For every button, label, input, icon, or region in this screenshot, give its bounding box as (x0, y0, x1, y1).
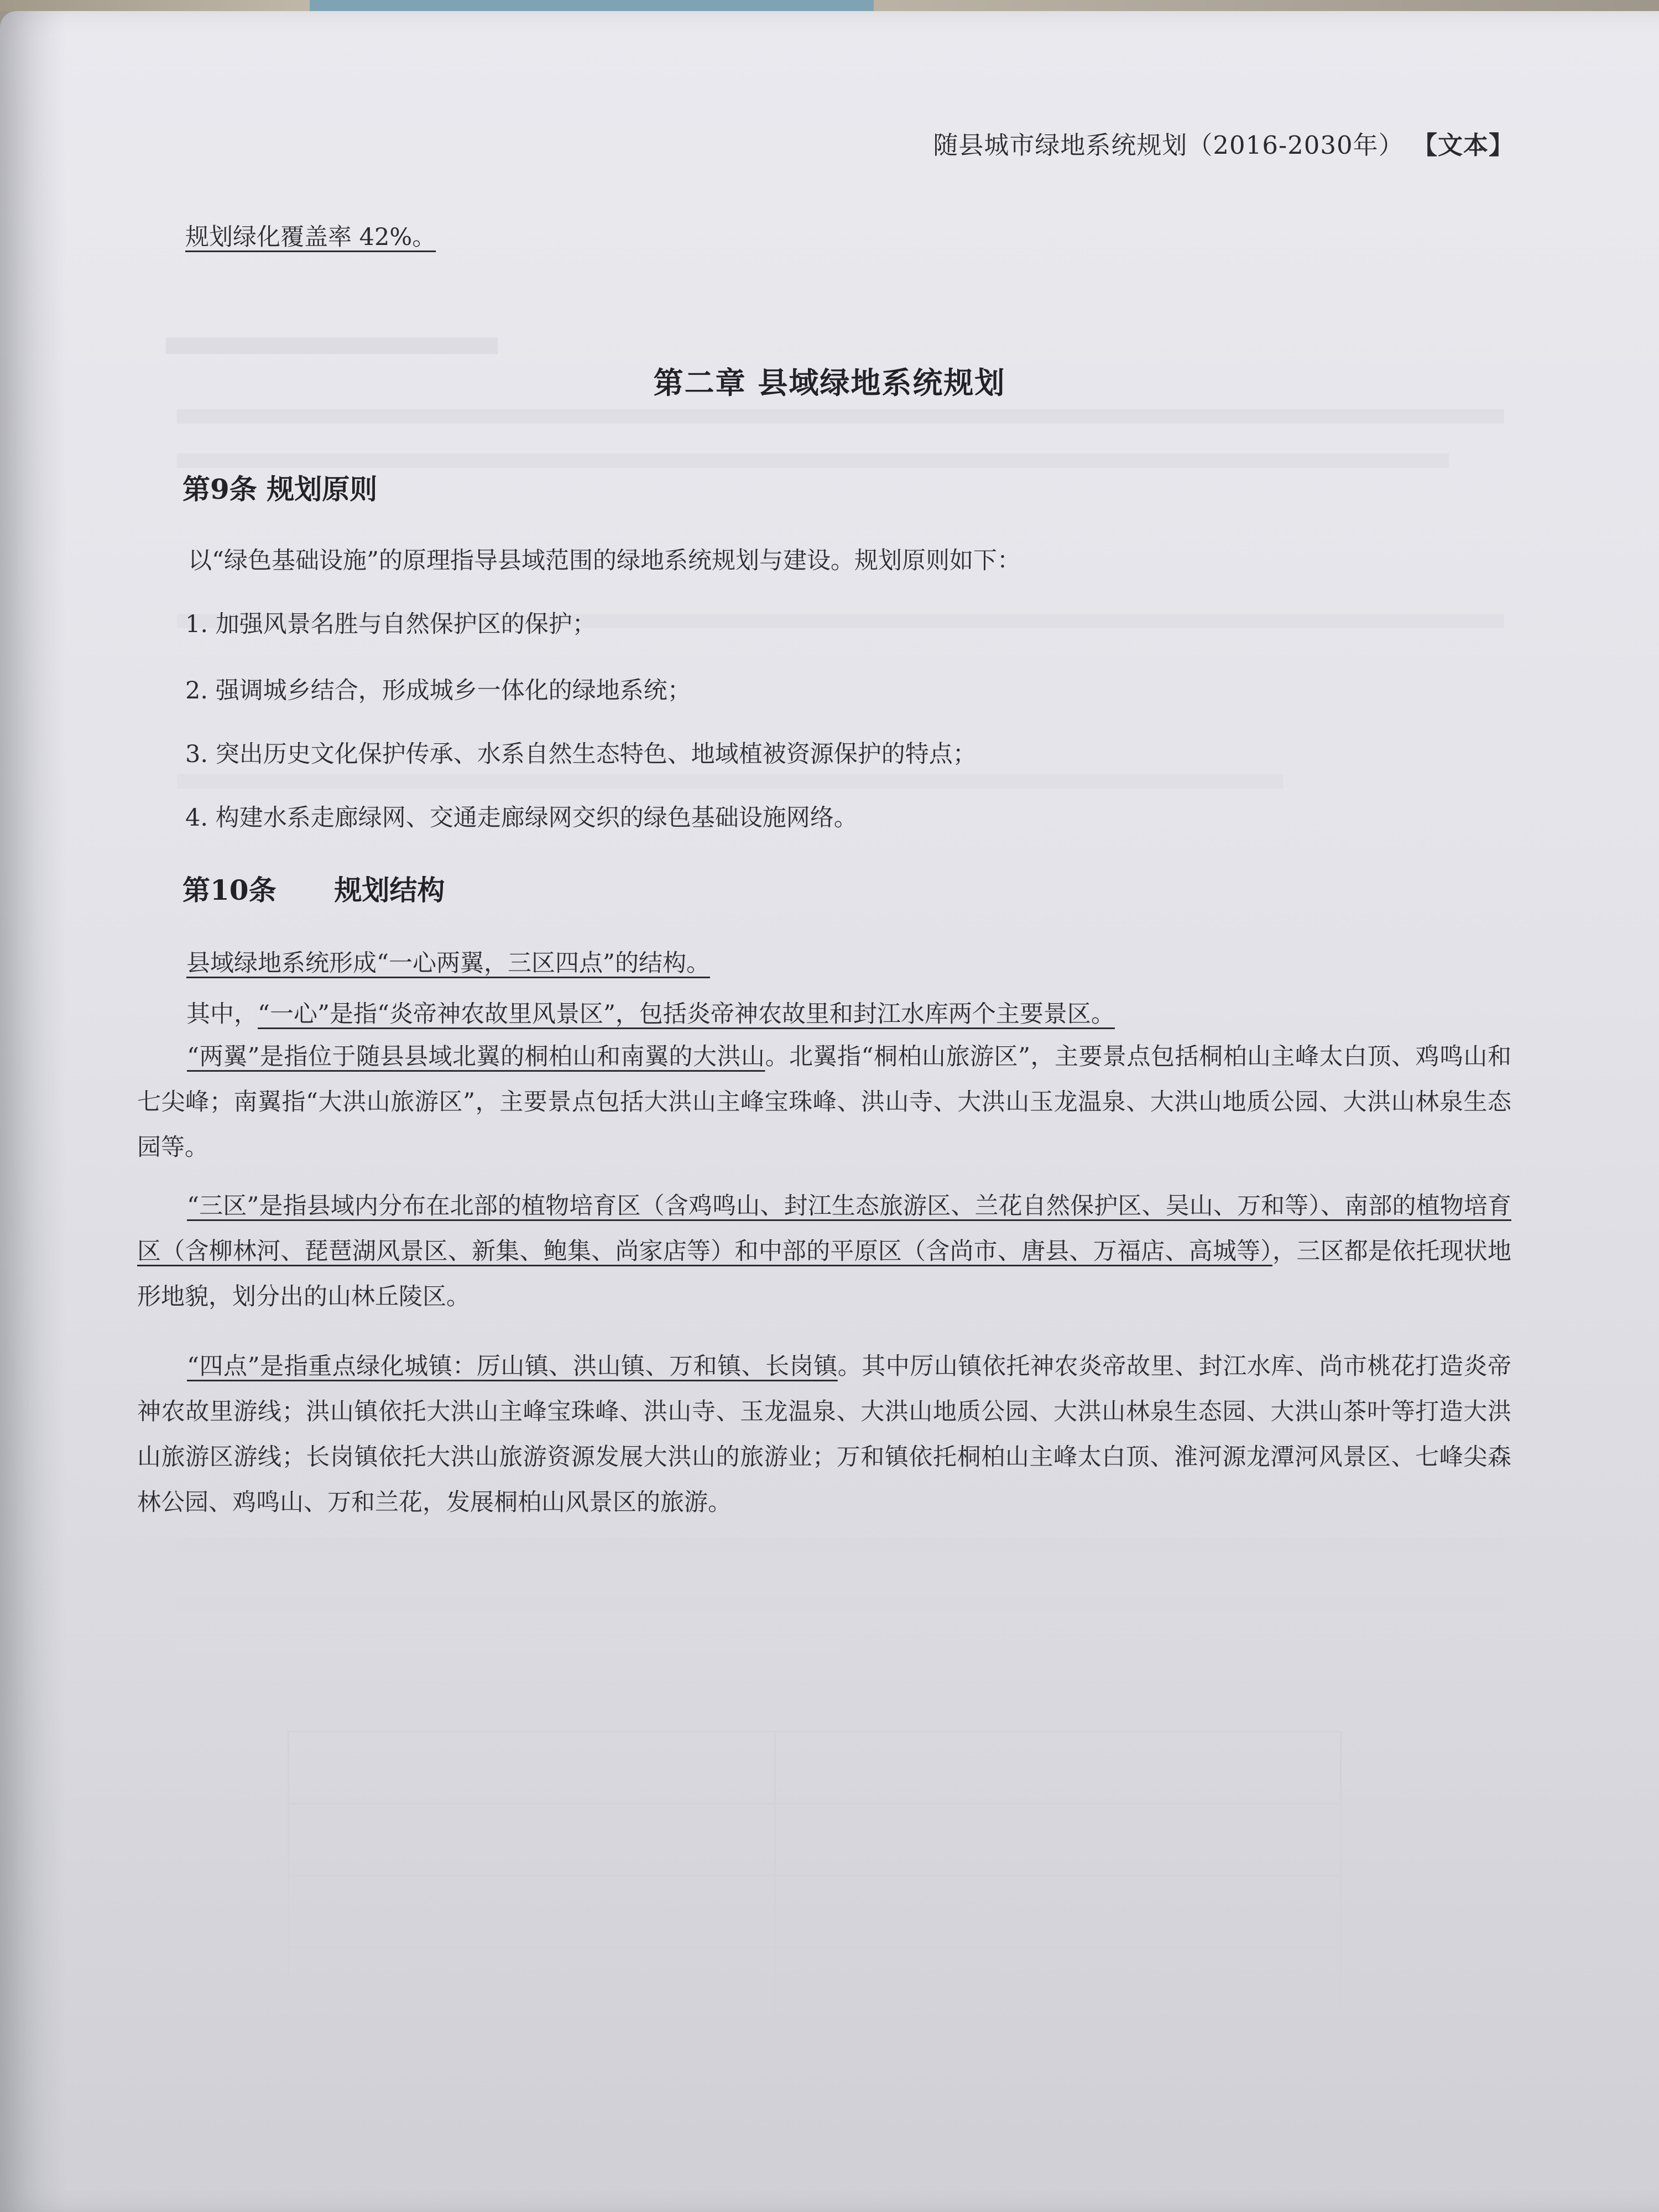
article-10-heading: 规划结构 (334, 874, 445, 906)
principle-item-1: 1. 加强风景名胜与自然保护区的保护； (185, 611, 596, 638)
points-detail: 。其中厉山镇依托神农炎帝故里、封江水库、尚市桃花打造炎帝神农故里游线；洪山镇依托大洪山主峰宝珠峰、洪山寺、玉龙温泉、大洪山地质公园、大洪山林泉生态园、大洪山茶叶等打造大洪山旅游区游线；长岗镇依托大洪山旅游资源发展大洪山的旅游业；万和镇依托桐柏山主峰太白顶、淮河源龙潭河风景区、七峰尖森林公园、鸡鸣山、万和兰花，发展桐柏山风景区的旅游。 (137, 1353, 1512, 1516)
header-title: 随县城市绿地系统规划（2016-2030年） (933, 131, 1404, 160)
structure-statement: 县域绿地系统形成“一心两翼，三区四点”的结构。 (186, 950, 710, 977)
wings-definition: “两翼”是指位于随县县域北翼的桐柏山和南翼的大洪山 (187, 1043, 765, 1071)
wings-paragraph (137, 1034, 1511, 1170)
core-description: “一心”是指“炎帝神农故里风景区”，包括炎帝神农故里和封江水库两个主要景区。 (258, 1000, 1115, 1028)
zones-paragraph (137, 1183, 1511, 1319)
article-9-title: 第9条 规划原则 (182, 473, 378, 505)
page-edge-shadow (0, 11, 66, 2212)
article-10-number: 第10条 (182, 874, 276, 906)
principle-item-3: 3. 突出历史文化保护传承、水系自然生态特色、地域植被资源保护的特点； (185, 740, 977, 768)
chapter-title: 第二章 县域绿地系统规划 (653, 365, 1006, 400)
continuation-line: 规划绿化覆盖率 42%。 (185, 223, 436, 251)
zones-definition: “三区”是指县域内分布在北部的植物培育区（含鸡鸣山、封江生态旅游区、兰花自然保护区、吴山、万和等）、南部的植物培育区（含柳林河、琵琶湖风景区、新集、鲍集、尚家店等）和中部的平原区（含尚市、唐县、万福店、高城等） (137, 1192, 1511, 1265)
core-prefix: 其中， (186, 1000, 258, 1028)
wings-detail: 。北翼指“桐柏山旅游区”，主要景点包括桐柏山主峰太白顶、鸡鸣山和七尖峰；南翼指“大洪山旅游区”，主要景点包括大洪山主峰宝珠峰、洪山寺、大洪山玉龙温泉、大洪山地质公园、大洪山林泉生态园等。 (137, 1043, 1511, 1161)
zones-detail: ，三区都是依托现状地形地貌，划分出的山林丘陵区。 (137, 1238, 1512, 1311)
page-header (933, 125, 1514, 161)
article-9-intro: 以“绿色基础设施”的原理指导县域范围的绿地系统规划与建设。规划原则如下： (188, 547, 1021, 575)
principle-item-2: 2. 强调城乡结合，形成城乡一体化的绿地系统； (185, 677, 691, 705)
principle-item-4: 4. 构建水系走廊绿网、交通走廊绿网交织的绿色基础设施网络。 (185, 804, 858, 832)
points-paragraph (137, 1344, 1511, 1525)
core-line (186, 995, 1115, 1029)
header-tag: 【文本】 (1412, 131, 1514, 160)
points-definition: “四点”是指重点绿化城镇：厉山镇、洪山镇、万和镇、长岗镇 (187, 1353, 838, 1380)
article-10-title (182, 868, 445, 908)
